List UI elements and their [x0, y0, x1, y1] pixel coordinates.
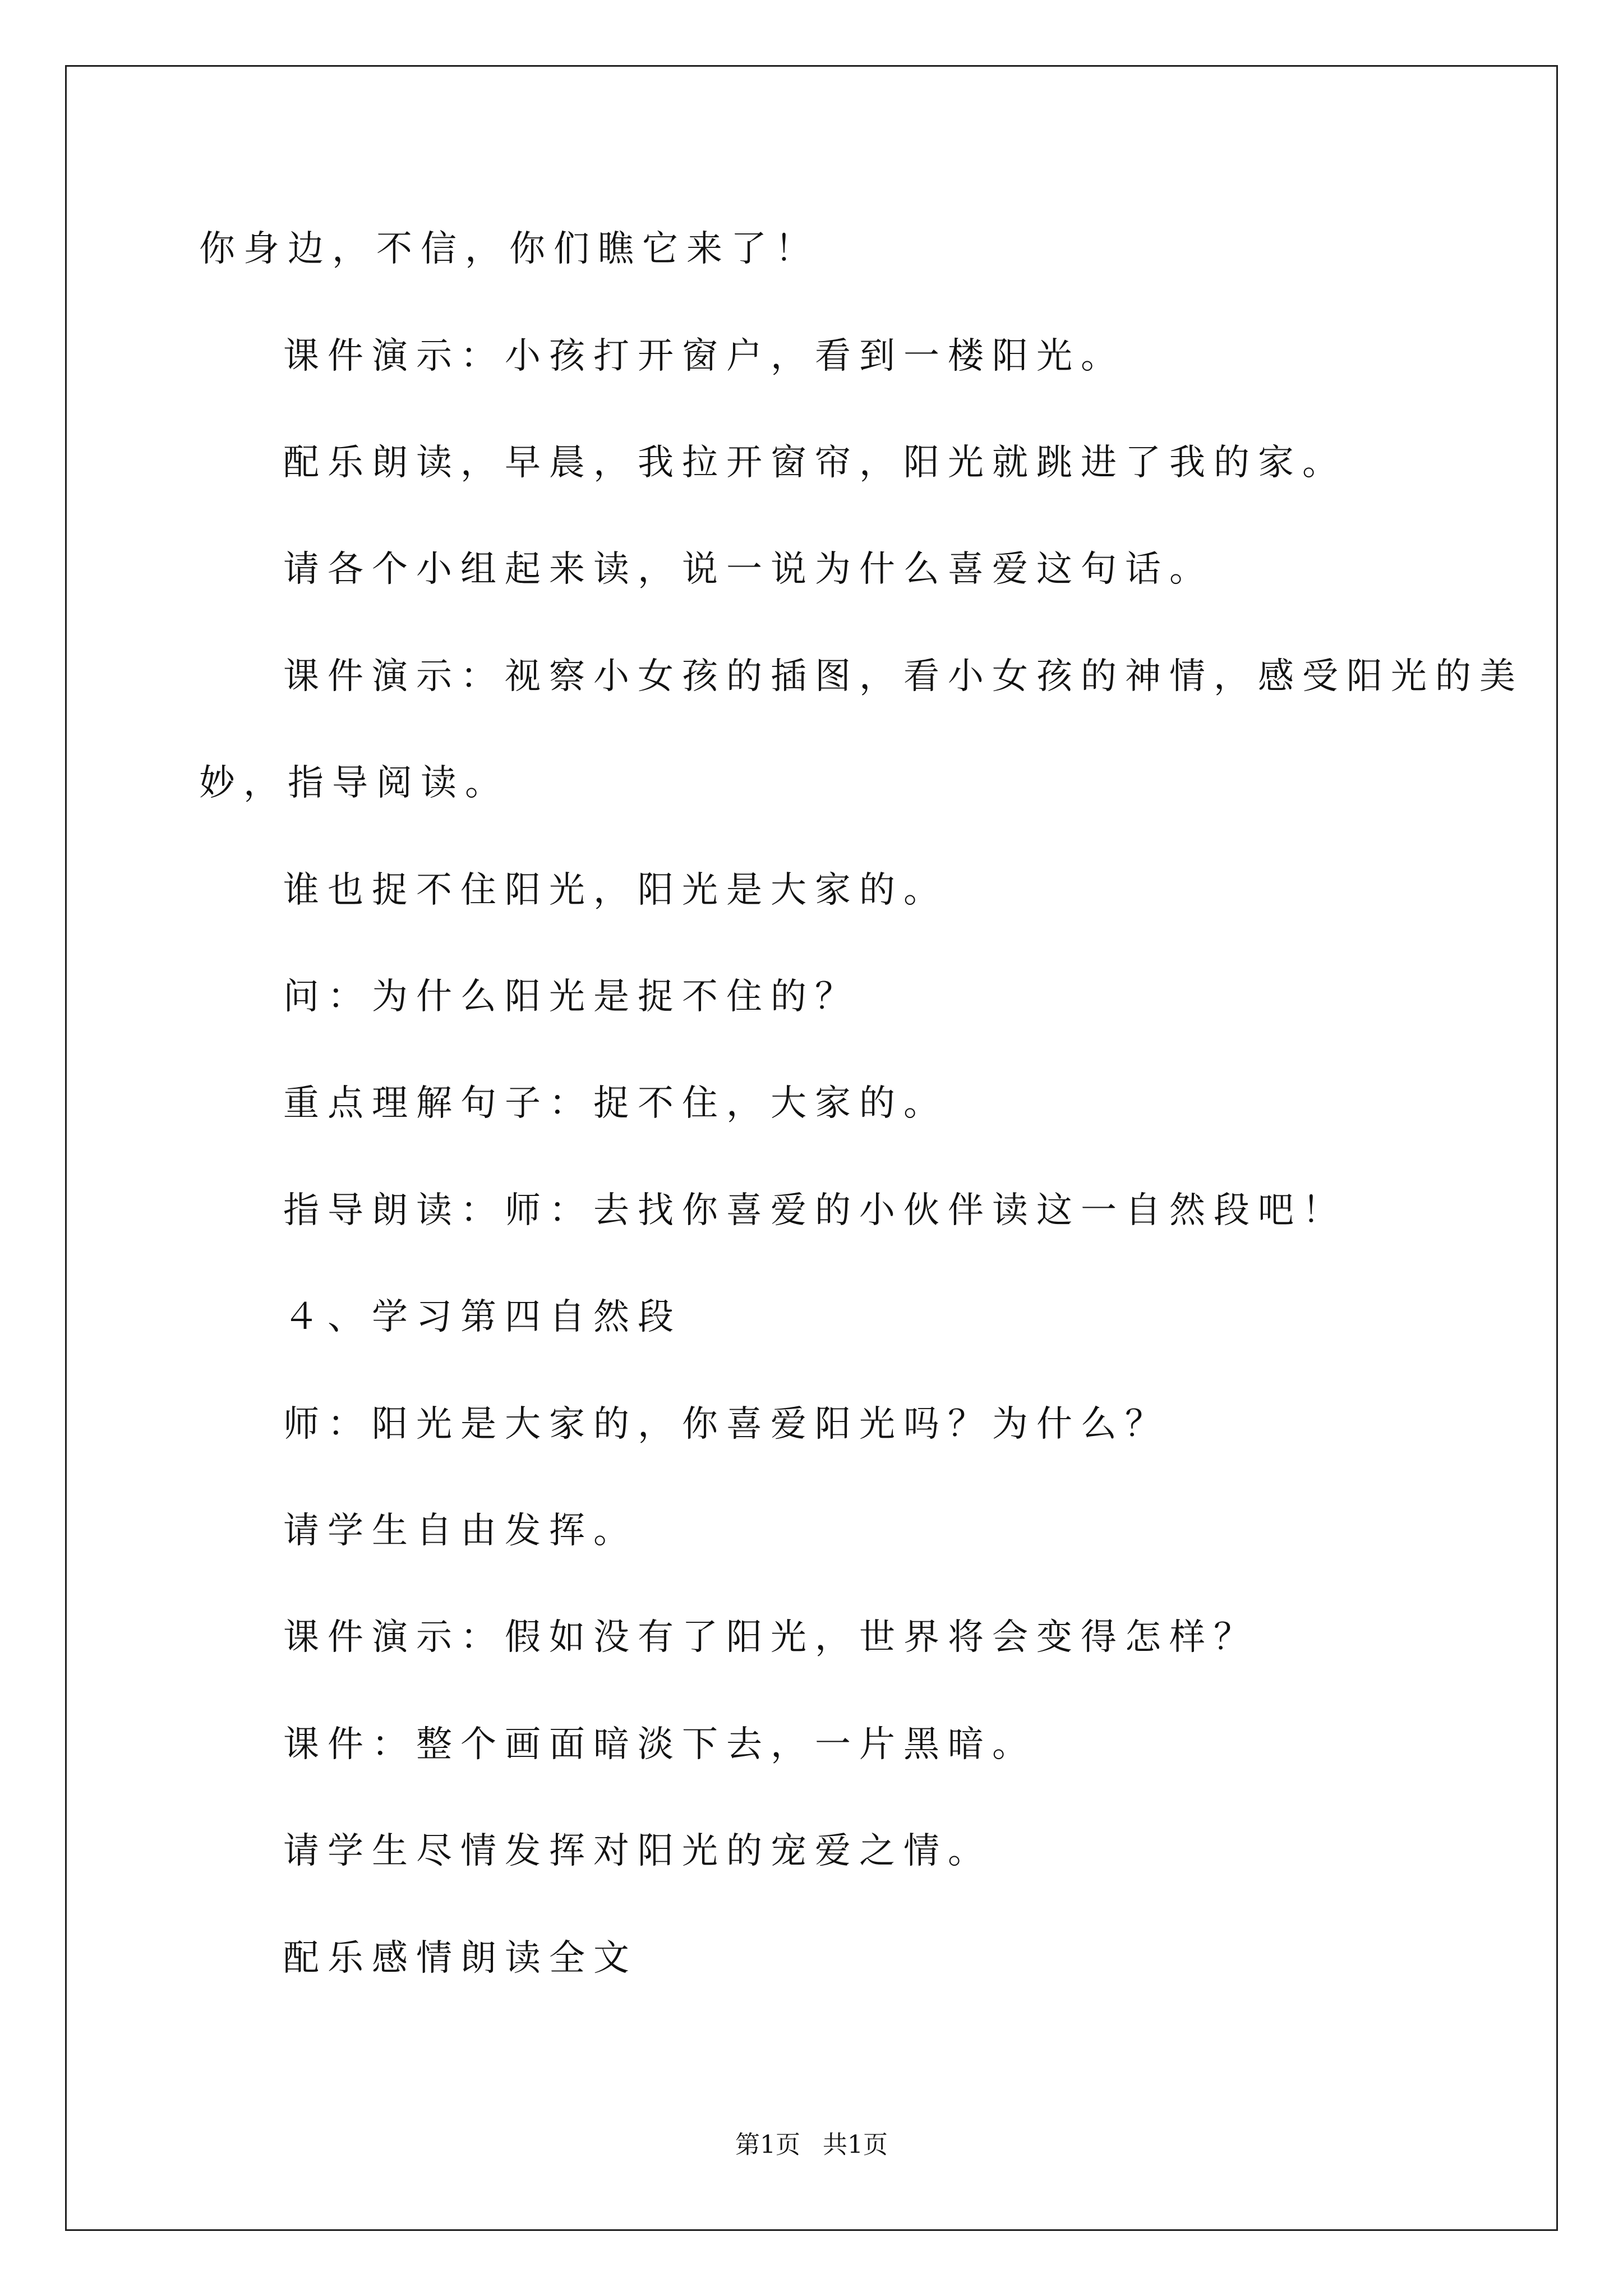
- text-line: 重点理解句子：捉不住，大家的。: [283, 1083, 948, 1124]
- text-line: 谁也捉不住阳光，阳光是大家的。: [283, 869, 948, 911]
- page-footer: [0, 2133, 1623, 2157]
- text-line: 请各个小组起来读，说一说为什么喜爱这句话。: [283, 549, 1214, 590]
- page-border: [65, 65, 1558, 2231]
- text-line: 课件：整个画面暗淡下去，一片黑暗。: [283, 1724, 1036, 1765]
- text-line: ４、学习第四自然段: [283, 1296, 682, 1338]
- text-line: 课件演示：假如没有了阳光，世界将会变得怎样？: [283, 1617, 1258, 1658]
- text-line: 请学生自由发挥。: [283, 1510, 638, 1552]
- text-line: 问：为什么阳光是捉不住的？: [283, 976, 859, 1018]
- text-line: 师：阳光是大家的，你喜爱阳光吗？为什么？: [283, 1404, 1169, 1445]
- text-line: 妙，指导阅读。: [199, 762, 509, 804]
- text-line: 请学生尽情发挥对阳光的宠爱之情。: [283, 1830, 992, 1872]
- page-number-current: 第1页: [735, 2131, 800, 2159]
- text-line: 课件演示：视察小女孩的插图，看小女孩的神情，感受阳光的美: [283, 656, 1524, 697]
- text-line: 你身边，不信，你们瞧它来了！: [199, 228, 819, 270]
- text-line: 配乐朗读，早晨，我拉开窗帘，阳光就跳进了我的家。: [283, 442, 1347, 484]
- text-line: 课件演示：小孩打开窗户，看到一楼阳光。: [283, 335, 1125, 377]
- text-line: 配乐感情朗读全文: [283, 1938, 638, 1979]
- text-line: 指导朗读：师：去找你喜爱的小伙伴读这一自然段吧！: [283, 1190, 1347, 1231]
- page-number-total: 共1页: [823, 2131, 888, 2159]
